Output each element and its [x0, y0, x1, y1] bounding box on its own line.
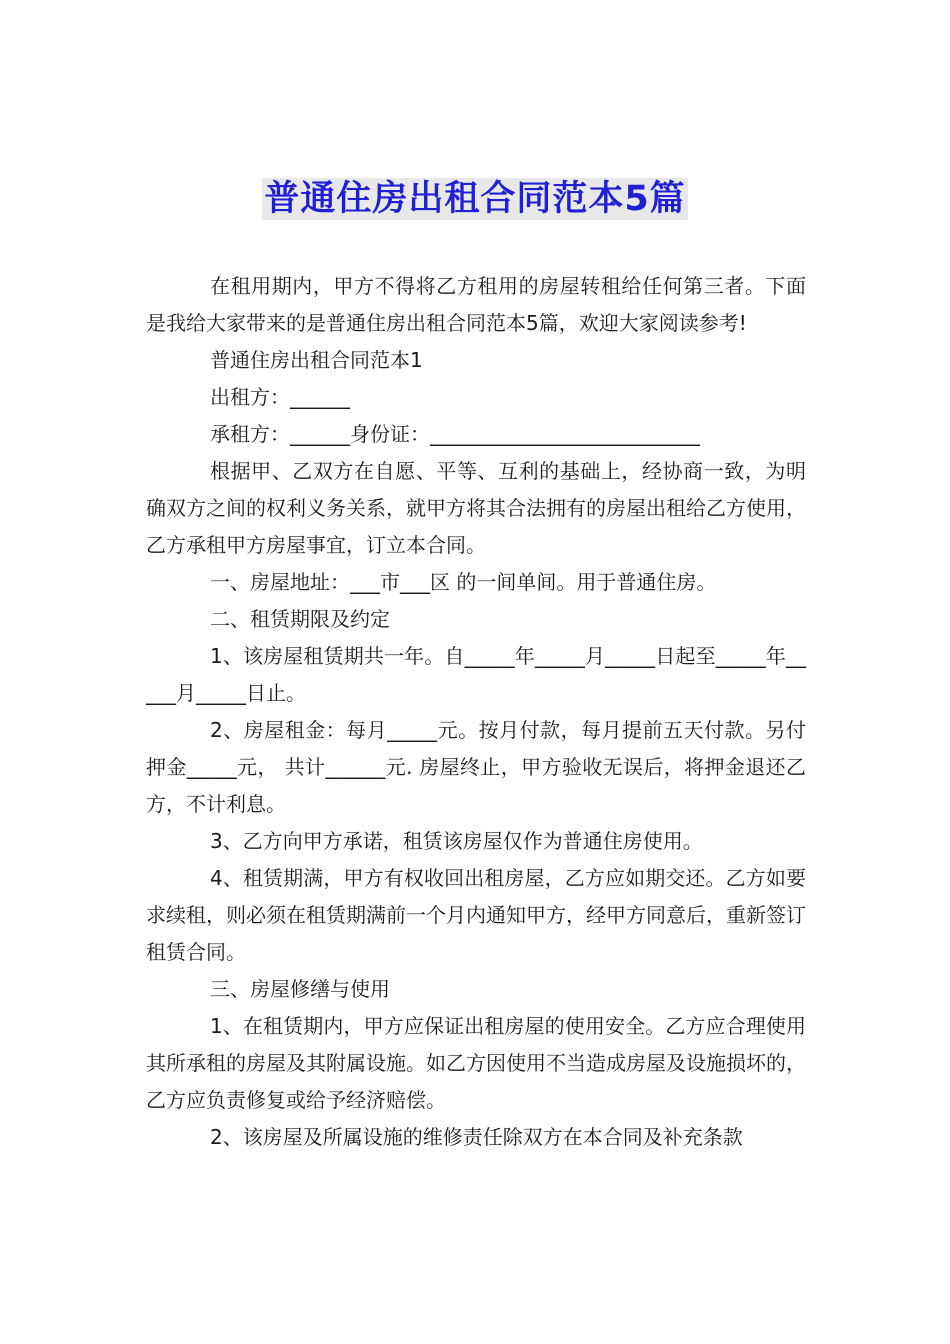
lessee-line: 承租方：______身份证：___________________________ [210, 422, 700, 446]
document-title: 普通住房出租合同范本5篇 [264, 179, 686, 219]
clause-repair-2: 2、该房屋及所属设施的维修责任除双方在本合同及补充条款 [210, 1125, 743, 1149]
clause-repair-1: 1、在租赁期内，甲方应保证出租房屋的使用安全。乙方应合理使用其所承租的房屋及其附属设施。如乙方因使用不当造成房屋及设施损坏的，乙方应负责修复或给予经济赔偿。 [146, 1014, 806, 1112]
document-body [146, 268, 806, 1156]
clause-heading-term: 二、租赁期限及约定 [210, 607, 390, 631]
section-heading: 普通住房出租合同范本1 [210, 348, 423, 372]
clause-address: 一、房屋地址：___市___区 的一间单间。用于普通住房。 [210, 570, 717, 594]
clause-heading-repair: 三、房屋修缮与使用 [210, 977, 390, 1001]
title-container [0, 178, 950, 220]
preamble-paragraph: 根据甲、乙双方在自愿、平等、互利的基础上，经协商一致，为明确双方之间的权利义务关系，就甲方将其合法拥有的房屋出租给乙方使用，乙方承租甲方房屋事宜，订立本合同。 [146, 459, 806, 557]
clause-term-1: 1、该房屋租赁期共一年。自_____年_____月_____日起至_____年_____月_____日止。 [146, 644, 806, 705]
clause-term-3: 3、乙方向甲方承诺，租赁该房屋仅作为普通住房使用。 [210, 829, 703, 853]
clause-term-4: 4、租赁期满，甲方有权收回出租房屋，乙方应如期交还。乙方如要求续租，则必须在租赁期满前一个月内通知甲方，经甲方同意后，重新签订租赁合同。 [146, 866, 806, 964]
lessor-line: 出租方：______ [210, 385, 350, 409]
intro-paragraph: 在租用期内，甲方不得将乙方租用的房屋转租给任何第三者。下面是我给大家带来的是普通住房出租合同范本5篇，欢迎大家阅读参考! [146, 274, 806, 335]
clause-term-2: 2、房屋租金：每月_____元。按月付款，每月提前五天付款。另付押金_____元， 共计______元. 房屋终止，甲方验收无误后，将押金退还乙方，不计利息。 [146, 718, 806, 816]
